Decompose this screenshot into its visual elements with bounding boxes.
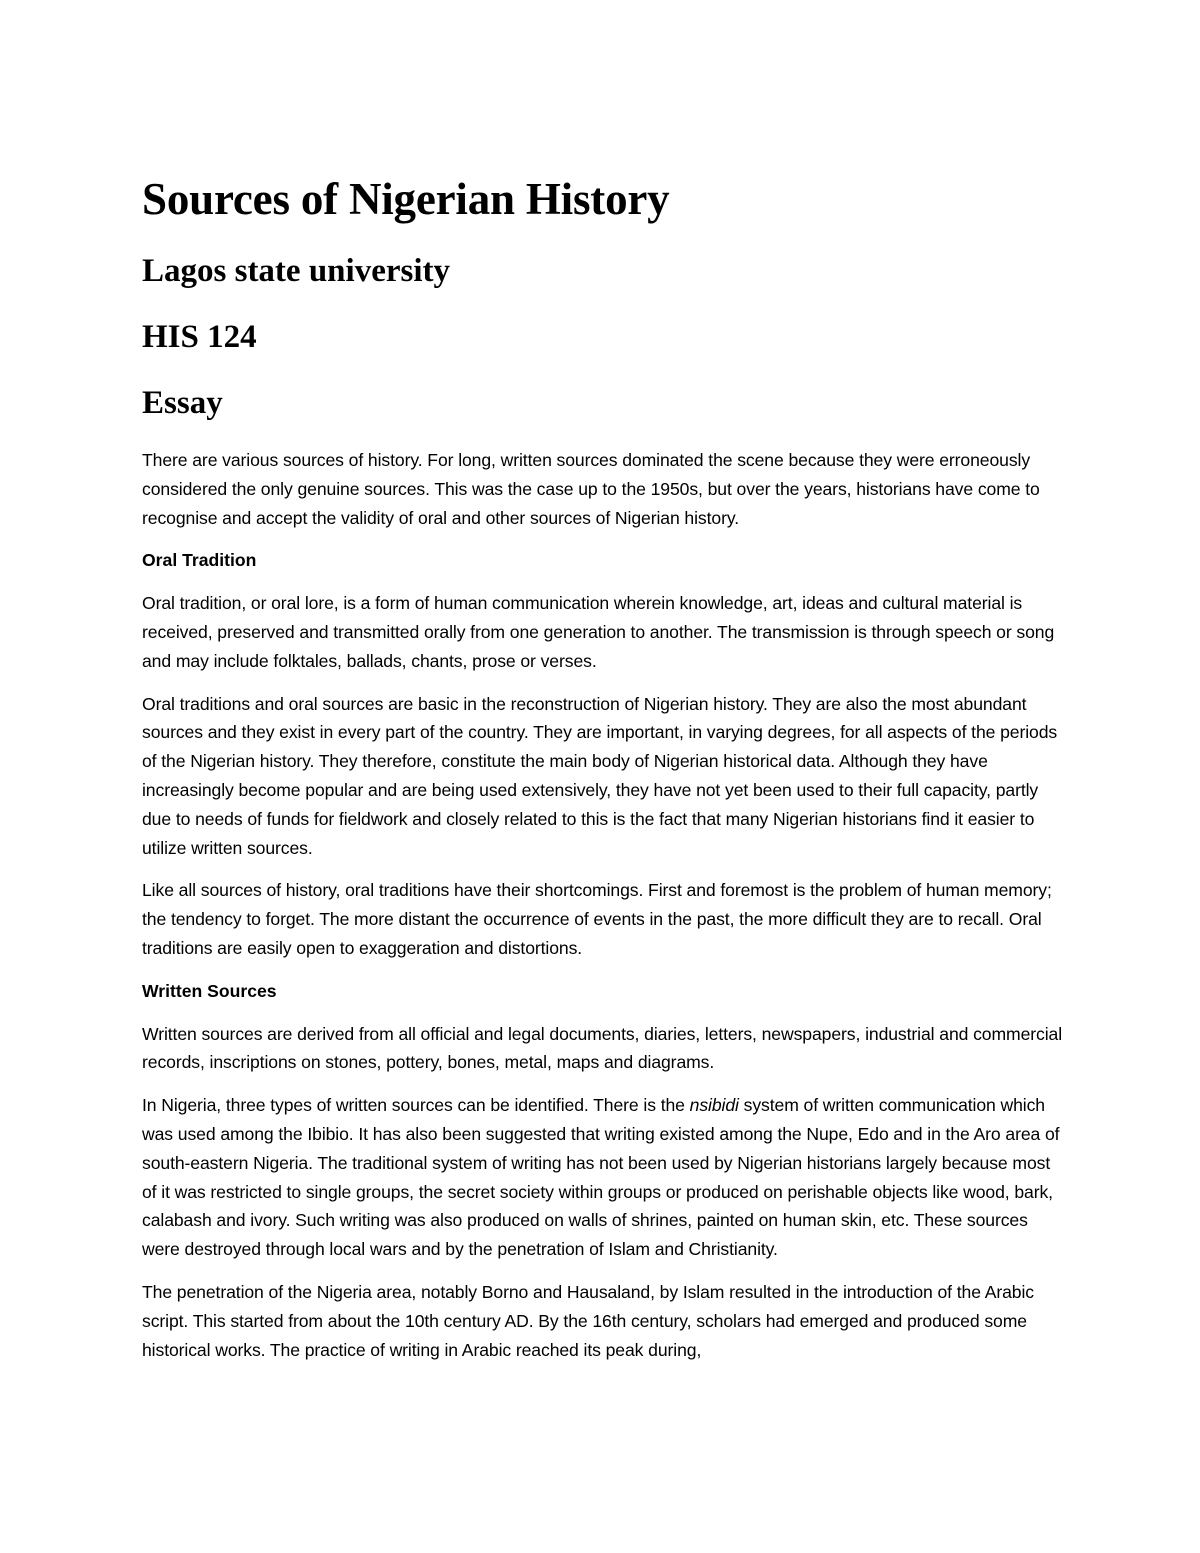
written-sources-paragraph-1: Written sources are derived from all official and legal documents, diaries, letters, newspapers, industrial and commercial records, inscriptions on stones, pottery, bones, metal, maps and diagrams. [142,1023,1063,1073]
document-type: Essay [142,385,223,421]
oral-tradition-paragraph-1: Oral tradition, or oral lore, is a form of human communication wherein knowledge, art, ideas and cultural material is received, preserved and transmitted orally from one generation to another. The transmission is through speech or song and may include folktales, ballads, chants, prose or verses. [142,593,1055,671]
nsibidi-term: nsibidi [689,1095,739,1116]
paragraph-text-after: system of written communication which was used among the Ibibio. It has also been suggested that writing existed among the Nupe, Edo and in the Aro area of south-eastern Nigeria. The traditional system of writing has not been used by Nigerian historians largely because most of it was restricted to single groups, the secret society within groups or produced on perishable objects like wood, bark, calabash and ivory. Such writing was also produced on walls of shrines, painted on human skin, etc. These sources were destroyed through local wars and by the penetration of Islam and Christianity. [142,1095,1060,1260]
paragraph-text-before: In Nigeria, three types of written sources can be identified. There is the [142,1095,690,1116]
document-title: Sources of Nigerian History [142,174,670,224]
course-code: HIS 124 [142,319,257,355]
oral-tradition-paragraph-2: Oral traditions and oral sources are basic in the reconstruction of Nigerian history. They are also the most abundant sources and they exist in every part of the country. They are important, in varying degrees, for all aspects of the periods of the Nigerian history. They therefore, constitute the main body of Nigerian historical data. Although they have increasingly become popular and are being used extensively, they have not yet been used to their full capacity, partly due to needs of funds for fieldwork and closely related to this is the fact that many Nigerian historians find it easier to utilize written sources. [142,693,1058,858]
section-heading-written-sources: Written Sources [142,980,277,1001]
section-heading-oral-tradition: Oral Tradition [142,550,257,571]
written-sources-paragraph-3: The penetration of the Nigeria area, notably Borno and Hausaland, by Islam resulted in the introduction of the Arabic script. This started from about the 10th century AD. By the 16th century, scholars had emerged and produced some historical works. The practice of writing in Arabic reached its peak during, [142,1281,1034,1360]
university-name: Lagos state university [142,253,450,289]
document-body [142,166,1067,1378]
written-sources-paragraph-2 [142,1091,1067,1264]
intro-paragraph: There are various sources of history. For long, written sources dominated the scene because they were erroneously considered the only genuine sources. This was the case up to the 1950s, but over the years, historians have come to recognise and accept the validity of oral and other sources of Nigerian history. [142,450,1040,528]
oral-tradition-paragraph-3: Like all sources of history, oral traditions have their shortcomings. First and foremost is the problem of human memory; the tendency to forget. The more distant the occurrence of events in the past, the more difficult they are to recall. Oral traditions are easily open to exaggeration and distortions. [142,880,1052,958]
